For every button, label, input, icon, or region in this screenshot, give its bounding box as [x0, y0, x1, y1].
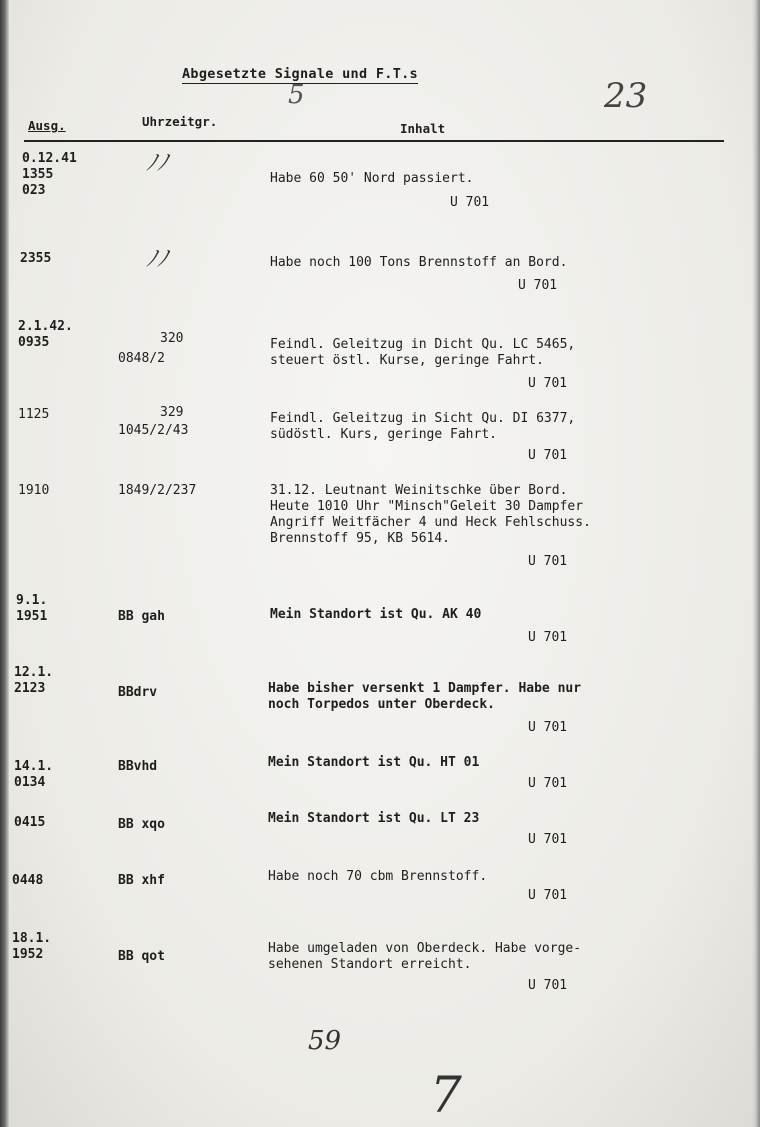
entry-text-line: steuert östl. Kurse, geringe Fahrt.	[270, 353, 544, 368]
entry-text-line: Feindl. Geleitzug in Dicht Qu. LC 5465,	[270, 337, 576, 352]
entry-time: 1125	[18, 407, 50, 422]
entry-text-line: 31.12. Leutnant Weinitschke über Bord.	[270, 483, 568, 498]
header-rule	[24, 140, 724, 142]
entry-text-line: Habe noch 70 cbm Brennstoff.	[268, 869, 488, 884]
entry-date: 12.1.	[14, 665, 54, 680]
handwritten-mark-icon: ﾉﾉ	[146, 247, 169, 272]
document-title: Abgesetzte Signale und F.T.s	[182, 66, 418, 82]
entry-group-top: 329	[160, 405, 184, 420]
entry-date: 18.1.	[12, 931, 52, 946]
entry-group: BB gah	[118, 609, 165, 624]
entry-sender: U 701	[528, 448, 568, 463]
entry-text-line: Mein Standort ist Qu. LT 23	[268, 811, 480, 826]
entry-time: 0448	[12, 873, 44, 888]
entry-extra: 023	[22, 183, 46, 198]
handwritten-footer-mark: 7	[430, 1066, 462, 1124]
entry-sender: U 701	[518, 278, 558, 293]
scan-right-edge	[752, 0, 760, 1127]
pencil-mark-5: 5	[288, 80, 305, 110]
entry-group-top: 320	[160, 331, 184, 346]
entry-date: 0.12.41	[22, 151, 77, 166]
entry-text-line: noch Torpedos unter Oberdeck.	[268, 697, 495, 712]
entry-group: BB xhf	[118, 873, 165, 888]
entry-text-line: Habe noch 100 Tons Brennstoff an Bord.	[270, 255, 568, 270]
header-time: Uhrzeitgr.	[142, 114, 218, 129]
entry-text-line: sehenen Standort erreicht.	[268, 957, 472, 972]
entry-text-line: südöstl. Kurs, geringe Fahrt.	[270, 427, 497, 442]
entry-date: 2.1.42.	[18, 319, 73, 334]
entry-sender: U 701	[528, 978, 568, 993]
entry-time: 0415	[14, 815, 46, 830]
entry-time: 0134	[14, 775, 46, 790]
entry-sender: U 701	[528, 832, 568, 847]
handwritten-mark-icon: ﾉﾉ	[146, 151, 169, 176]
entry-group: 1849/2/237	[118, 483, 197, 498]
header-date: Ausg.	[28, 118, 66, 133]
entry-text-line: Brennstoff 95, KB 5614.	[270, 531, 451, 546]
entry-sender: U 701	[528, 888, 568, 903]
entry-sender: U 701	[528, 720, 568, 735]
entry-time: 2123	[14, 681, 46, 696]
entry-group: 1045/2/43	[118, 423, 189, 438]
entry-time: 1951	[16, 609, 48, 624]
entry-text-line: Habe 60 50' Nord passiert.	[270, 171, 474, 186]
entry-sender: U 701	[528, 776, 568, 791]
entry-sender: U 701	[528, 376, 568, 391]
entry-date: 9.1.	[16, 593, 48, 608]
entry-group: BB qot	[118, 949, 165, 964]
entry-time: 1910	[18, 483, 50, 498]
entry-date: 14.1.	[14, 759, 54, 774]
entry-sender: U 701	[528, 554, 568, 569]
entry-text-line: Mein Standort ist Qu. HT 01	[268, 755, 480, 770]
entry-sender: U 701	[528, 630, 568, 645]
entry-group: BBvhd	[118, 759, 158, 774]
handwritten-footer-mark: 59	[308, 1026, 342, 1056]
entry-time: 2355	[20, 251, 52, 266]
entry-time: 1952	[12, 947, 44, 962]
entry-group: 0848/2	[118, 351, 165, 366]
entry-time: 1355	[22, 167, 54, 182]
entry-text-line: Habe umgeladen von Oberdeck. Habe vorge-	[268, 941, 582, 956]
entry-text-line: Feindl. Geleitzug in Sicht Qu. DI 6377,	[270, 411, 576, 426]
header-content: Inhalt	[400, 121, 446, 136]
entry-time: 0935	[18, 335, 50, 350]
entry-text-line: Angriff Weitfächer 4 und Heck Fehlschuss.	[270, 515, 591, 530]
page-number: 23	[604, 76, 648, 116]
entry-group: BB xqo	[118, 817, 165, 832]
scan-left-edge	[0, 0, 9, 1127]
entry-text-line: Mein Standort ist Qu. AK 40	[270, 607, 482, 622]
entry-sender: U 701	[450, 195, 490, 210]
entry-text-line: Heute 1010 Uhr "Minsch"Geleit 30 Dampfer	[270, 499, 584, 514]
entry-group: BBdrv	[118, 685, 158, 700]
entry-text-line: Habe bisher versenkt 1 Dampfer. Habe nur	[268, 681, 582, 696]
